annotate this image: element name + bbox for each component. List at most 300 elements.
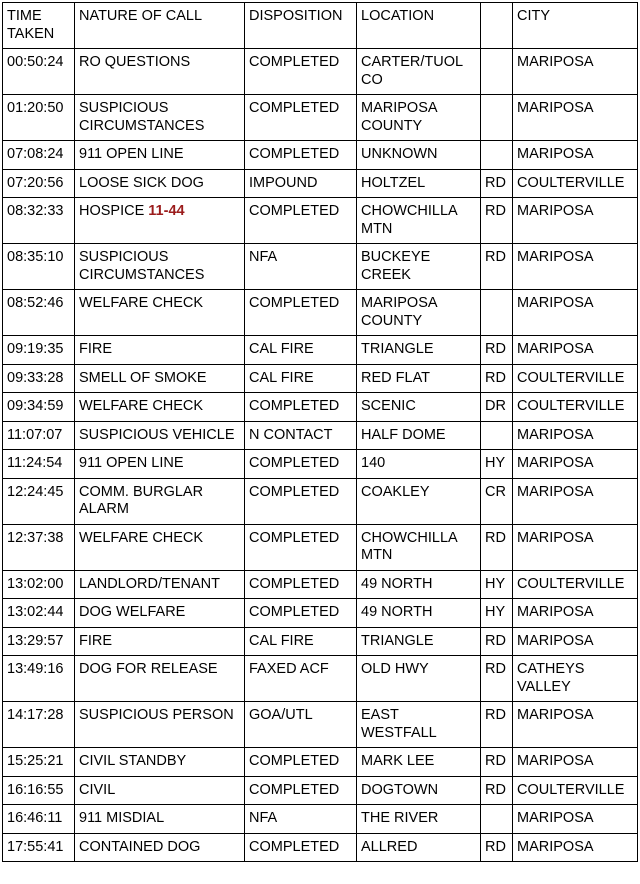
cell-location <box>357 141 481 170</box>
cell-disposition-text: COMPLETED <box>249 604 340 620</box>
cell-time <box>3 244 75 290</box>
table-row <box>3 95 638 141</box>
cell-suffix-text: RD <box>485 174 506 191</box>
radio-code: 11-44 <box>148 203 185 219</box>
cell-location-text: CHOWCHILLA MTN <box>361 529 457 563</box>
cell-nature <box>75 169 245 198</box>
cell-suffix <box>481 393 513 422</box>
cell-city-text: MARIPOSA <box>517 455 594 471</box>
cell-suffix <box>481 599 513 628</box>
cell-nature <box>75 627 245 656</box>
cell-time <box>3 524 75 570</box>
cell-suffix <box>481 570 513 599</box>
header-disposition: DISPOSITION <box>245 3 357 49</box>
cell-location-text: TRIANGLE <box>361 632 434 649</box>
cell-nature-text: HOSPICE <box>79 203 145 219</box>
cell-nature <box>75 524 245 570</box>
cell-city-text: COULTERVILLE <box>517 369 625 386</box>
table-row <box>3 833 638 862</box>
cell-nature-text: DOG FOR RELEASE <box>79 661 218 677</box>
cell-location <box>357 198 481 244</box>
cell-suffix <box>481 364 513 393</box>
cell-location-text: COAKLEY <box>361 483 430 500</box>
cell-time-text: 01:20:50 <box>7 100 64 116</box>
cell-city <box>513 524 638 570</box>
cell-suffix <box>481 805 513 834</box>
cell-city-text: MARIPOSA <box>517 54 594 70</box>
cell-location <box>357 421 481 450</box>
cell-city <box>513 169 638 198</box>
cell-disposition <box>245 748 357 777</box>
cell-time <box>3 599 75 628</box>
cell-suffix-text: RD <box>485 529 506 546</box>
cell-city <box>513 141 638 170</box>
cell-city-text: COULTERVILLE <box>517 781 625 798</box>
cell-nature <box>75 290 245 336</box>
cell-time-text: 12:37:38 <box>7 529 64 546</box>
table-row <box>3 244 638 290</box>
cell-disposition-text: NFA <box>249 249 278 265</box>
cell-nature-text: WELFARE CHECK <box>79 529 204 546</box>
cell-suffix-text: HY <box>485 575 506 592</box>
cell-location-text: MARIPOSA COUNTY <box>361 100 437 134</box>
cell-location-text: OLD HWY <box>361 661 429 677</box>
cell-time <box>3 393 75 422</box>
cell-disposition <box>245 198 357 244</box>
cell-location <box>357 393 481 422</box>
cell-location-text: HOLTZEL <box>361 174 426 191</box>
cell-location-text: TRIANGLE <box>361 341 434 357</box>
cell-disposition <box>245 570 357 599</box>
cell-time <box>3 805 75 834</box>
cell-time <box>3 336 75 365</box>
cell-disposition-text: COMPLETED <box>249 203 340 219</box>
cell-disposition <box>245 244 357 290</box>
header-time: TIME TAKEN <box>3 3 75 49</box>
cell-city-text: COULTERVILLE <box>517 398 625 414</box>
cell-suffix-text: HY <box>485 604 506 620</box>
cell-suffix-text: DR <box>485 398 506 414</box>
cell-city <box>513 450 638 479</box>
table-row <box>3 656 638 702</box>
table-row <box>3 198 638 244</box>
cell-nature <box>75 141 245 170</box>
cell-nature <box>75 244 245 290</box>
header-city: CITY <box>513 3 638 49</box>
cell-location <box>357 776 481 805</box>
table-row <box>3 141 638 170</box>
cell-nature-text: CIVIL <box>79 781 116 798</box>
cell-disposition <box>245 95 357 141</box>
cell-time-text: 13:02:44 <box>7 604 64 620</box>
cell-disposition-text: CAL FIRE <box>249 341 314 357</box>
cell-nature <box>75 336 245 365</box>
cell-location <box>357 599 481 628</box>
cell-nature <box>75 776 245 805</box>
cell-location-text: UNKNOWN <box>361 146 438 162</box>
cell-time-text: 13:02:00 <box>7 575 64 592</box>
cell-location <box>357 95 481 141</box>
cell-suffix-text: RD <box>485 661 506 677</box>
cell-time <box>3 656 75 702</box>
table-row <box>3 748 638 777</box>
cell-location <box>357 524 481 570</box>
cell-city-text: MARIPOSA <box>517 529 594 546</box>
cell-disposition-text: COMPLETED <box>249 781 340 798</box>
cell-nature <box>75 599 245 628</box>
cell-disposition-text: COMPLETED <box>249 753 340 769</box>
cell-disposition-text: CAL FIRE <box>249 369 314 386</box>
cell-location <box>357 478 481 524</box>
cell-city-text: MARIPOSA <box>517 100 594 116</box>
cell-disposition <box>245 49 357 95</box>
cell-disposition <box>245 169 357 198</box>
cell-city <box>513 478 638 524</box>
cell-location-text: SCENIC <box>361 398 416 414</box>
cell-city <box>513 599 638 628</box>
cell-disposition <box>245 336 357 365</box>
cell-suffix <box>481 421 513 450</box>
cell-city <box>513 244 638 290</box>
cell-disposition-text: COMPLETED <box>249 575 340 592</box>
cell-suffix-text: RD <box>485 632 506 649</box>
cell-nature-text: CONTAINED DOG <box>79 838 201 855</box>
cell-disposition <box>245 478 357 524</box>
cell-city <box>513 570 638 599</box>
header-nature: NATURE OF CALL <box>75 3 245 49</box>
cell-location <box>357 748 481 777</box>
cell-city-text: MARIPOSA <box>517 341 594 357</box>
cell-nature-text: 911 OPEN LINE <box>79 146 184 162</box>
cell-time <box>3 833 75 862</box>
cell-disposition <box>245 393 357 422</box>
cell-nature-text: WELFARE CHECK <box>79 398 204 414</box>
cell-location-text: RED FLAT <box>361 369 431 386</box>
cell-nature-text: 911 OPEN LINE <box>79 455 184 471</box>
cell-disposition-text: CAL FIRE <box>249 632 314 649</box>
cell-city <box>513 627 638 656</box>
cell-disposition-text: COMPLETED <box>249 295 340 311</box>
cell-location-text: 49 NORTH <box>361 604 433 620</box>
cell-location-text: DOGTOWN <box>361 781 439 798</box>
cell-city-text: MARIPOSA <box>517 632 594 649</box>
cell-location <box>357 364 481 393</box>
header-row <box>3 3 638 49</box>
cell-time-text: 07:08:24 <box>7 146 64 162</box>
table-row <box>3 169 638 198</box>
cell-nature-text: 911 MISDIAL <box>79 810 165 826</box>
cell-location <box>357 570 481 599</box>
cell-nature <box>75 805 245 834</box>
cell-time-text: 09:34:59 <box>7 398 64 414</box>
cell-city-text: MARIPOSA <box>517 203 594 219</box>
cell-time <box>3 364 75 393</box>
cell-disposition <box>245 290 357 336</box>
cell-city <box>513 49 638 95</box>
table-row <box>3 570 638 599</box>
cell-city <box>513 805 638 834</box>
cell-suffix <box>481 336 513 365</box>
cell-disposition <box>245 776 357 805</box>
table-row <box>3 599 638 628</box>
cell-disposition <box>245 364 357 393</box>
cell-location <box>357 336 481 365</box>
cell-city <box>513 656 638 702</box>
cell-disposition <box>245 450 357 479</box>
cell-disposition-text: COMPLETED <box>249 838 340 855</box>
table-row <box>3 627 638 656</box>
cell-nature <box>75 364 245 393</box>
cell-time-text: 09:33:28 <box>7 369 64 386</box>
cell-suffix-text: RD <box>485 203 506 219</box>
cell-city <box>513 393 638 422</box>
cell-city <box>513 364 638 393</box>
cell-nature-text: RO QUESTIONS <box>79 54 191 70</box>
cell-disposition-text: COMPLETED <box>249 483 340 500</box>
cell-nature <box>75 95 245 141</box>
cell-location <box>357 169 481 198</box>
cell-city <box>513 421 638 450</box>
cell-disposition-text: COMPLETED <box>249 529 340 546</box>
cell-disposition <box>245 833 357 862</box>
cell-city-text: MARIPOSA <box>517 146 594 162</box>
cell-location <box>357 627 481 656</box>
cell-time-text: 14:17:28 <box>7 707 64 723</box>
cell-suffix <box>481 833 513 862</box>
cell-nature-text: SUSPICIOUS PERSON <box>79 707 234 723</box>
cell-nature-text: FIRE <box>79 632 113 649</box>
cell-location-text: HALF DOME <box>361 426 446 443</box>
cell-disposition-text: N CONTACT <box>249 426 333 443</box>
cell-time <box>3 169 75 198</box>
table-row <box>3 421 638 450</box>
table-row <box>3 702 638 748</box>
cell-time <box>3 776 75 805</box>
cell-nature <box>75 450 245 479</box>
cell-city-text: MARIPOSA <box>517 838 594 855</box>
cell-nature-text: SUSPICIOUS CIRCUMSTANCES <box>79 100 205 134</box>
cell-disposition <box>245 702 357 748</box>
cell-location <box>357 49 481 95</box>
cell-city-text: MARIPOSA <box>517 707 594 723</box>
cell-nature-text: SUSPICIOUS VEHICLE <box>79 426 235 443</box>
cell-nature-text: CIVIL STANDBY <box>79 753 187 769</box>
cell-time-text: 08:35:10 <box>7 249 64 265</box>
cell-time <box>3 627 75 656</box>
cell-city-text: MARIPOSA <box>517 604 594 620</box>
cell-location <box>357 450 481 479</box>
cell-disposition-text: COMPLETED <box>249 146 340 162</box>
table-row <box>3 450 638 479</box>
cell-time-text: 00:50:24 <box>7 54 64 70</box>
cell-nature <box>75 570 245 599</box>
cell-suffix-text: RD <box>485 341 506 357</box>
cell-disposition-text: COMPLETED <box>249 54 340 70</box>
cell-location <box>357 833 481 862</box>
cell-city <box>513 776 638 805</box>
cell-city <box>513 702 638 748</box>
cell-disposition <box>245 141 357 170</box>
cell-city-text: MARIPOSA <box>517 753 594 769</box>
header-location: LOCATION <box>357 3 481 49</box>
cell-city <box>513 336 638 365</box>
cell-time <box>3 702 75 748</box>
cell-disposition-text: GOA/UTL <box>249 707 313 723</box>
cell-nature-text: SMELL OF SMOKE <box>79 369 207 386</box>
cell-nature-text: FIRE <box>79 341 113 357</box>
cell-location-text: CHOWCHILLA MTN <box>361 203 457 237</box>
cell-location <box>357 656 481 702</box>
cell-suffix <box>481 169 513 198</box>
table-row <box>3 776 638 805</box>
cell-suffix <box>481 748 513 777</box>
cell-nature-text: DOG WELFARE <box>79 604 186 620</box>
cell-time <box>3 421 75 450</box>
cell-nature <box>75 748 245 777</box>
cell-location-text: MARIPOSA COUNTY <box>361 295 437 329</box>
cell-suffix-text: HY <box>485 455 506 471</box>
cell-time-text: 13:49:16 <box>7 661 64 677</box>
cell-location <box>357 702 481 748</box>
cell-suffix-text: RD <box>485 781 506 798</box>
cell-suffix-text: RD <box>485 369 506 386</box>
cell-disposition <box>245 421 357 450</box>
call-log-body <box>3 49 638 862</box>
cell-disposition-text: IMPOUND <box>249 174 318 191</box>
cell-suffix <box>481 49 513 95</box>
cell-time <box>3 141 75 170</box>
cell-location <box>357 805 481 834</box>
cell-location <box>357 244 481 290</box>
cell-suffix <box>481 450 513 479</box>
cell-city <box>513 290 638 336</box>
cell-time-text: 11:07:07 <box>7 426 63 443</box>
cell-location-text: ALLRED <box>361 838 418 855</box>
table-row <box>3 336 638 365</box>
cell-time-text: 16:16:55 <box>7 781 64 798</box>
cell-time-text: 08:52:46 <box>7 295 64 311</box>
header-suffix <box>481 3 513 49</box>
cell-disposition <box>245 627 357 656</box>
cell-time <box>3 450 75 479</box>
cell-time-text: 15:25:21 <box>7 753 64 769</box>
cell-nature-text: COMM. BURGLAR ALARM <box>79 483 204 517</box>
cell-time <box>3 49 75 95</box>
cell-nature <box>75 198 245 244</box>
cell-location-text: 49 NORTH <box>361 575 433 592</box>
cell-nature <box>75 49 245 95</box>
table-row <box>3 49 638 95</box>
cell-suffix-text: RD <box>485 707 506 723</box>
cell-location-text: MARK LEE <box>361 753 435 769</box>
cell-suffix-text: RD <box>485 838 506 855</box>
cell-time-text: 13:29:57 <box>7 632 64 649</box>
cell-disposition-text: COMPLETED <box>249 398 340 414</box>
table-row <box>3 478 638 524</box>
cell-suffix <box>481 776 513 805</box>
cell-city-text: MARIPOSA <box>517 483 594 500</box>
cell-disposition-text: COMPLETED <box>249 455 340 471</box>
table-row <box>3 364 638 393</box>
cell-disposition <box>245 599 357 628</box>
cell-disposition <box>245 524 357 570</box>
cell-time <box>3 95 75 141</box>
cell-suffix-text: RD <box>485 249 506 265</box>
cell-time-text: 17:55:41 <box>7 838 64 855</box>
cell-time <box>3 570 75 599</box>
cell-city-text: MARIPOSA <box>517 810 594 826</box>
cell-city <box>513 833 638 862</box>
cell-nature-text: WELFARE CHECK <box>79 295 204 311</box>
cell-nature <box>75 656 245 702</box>
cell-suffix <box>481 656 513 702</box>
cell-location-text: THE RIVER <box>361 810 439 826</box>
table-row <box>3 290 638 336</box>
cell-nature-text: LANDLORD/TENANT <box>79 575 220 592</box>
table-row <box>3 805 638 834</box>
cell-time <box>3 198 75 244</box>
cell-city-text: MARIPOSA <box>517 426 594 443</box>
cell-suffix <box>481 95 513 141</box>
cell-disposition-text: NFA <box>249 810 278 826</box>
cell-city <box>513 748 638 777</box>
cell-suffix <box>481 290 513 336</box>
cell-time-text: 08:32:33 <box>7 203 64 219</box>
cell-suffix <box>481 244 513 290</box>
cell-disposition <box>245 656 357 702</box>
cell-time <box>3 748 75 777</box>
cell-time <box>3 478 75 524</box>
cell-city <box>513 95 638 141</box>
cell-disposition-text: FAXED ACF <box>249 661 329 677</box>
cell-suffix <box>481 198 513 244</box>
cell-location-text: CARTER/TUOL CO <box>361 54 463 88</box>
cell-nature <box>75 478 245 524</box>
cell-location-text: BUCKEYE CREEK <box>361 249 431 283</box>
cell-suffix-text: CR <box>485 483 506 500</box>
cell-suffix <box>481 524 513 570</box>
cell-city-text: COULTERVILLE <box>517 575 625 592</box>
cell-suffix-text: RD <box>485 753 506 769</box>
cell-time-text: 16:46:11 <box>7 810 63 826</box>
cell-suffix <box>481 627 513 656</box>
cell-disposition-text: COMPLETED <box>249 100 340 116</box>
table-row <box>3 393 638 422</box>
cell-time-text: 12:24:45 <box>7 483 64 500</box>
cell-nature-text: SUSPICIOUS CIRCUMSTANCES <box>79 249 205 283</box>
cell-time-text: 09:19:35 <box>7 341 64 357</box>
cell-city-text: CATHEYS VALLEY <box>517 661 585 695</box>
cell-city-text: MARIPOSA <box>517 295 594 311</box>
cell-city-text: COULTERVILLE <box>517 174 625 191</box>
cell-location-text: EAST WESTFALL <box>361 707 437 741</box>
table-row <box>3 524 638 570</box>
cell-nature <box>75 393 245 422</box>
cell-time <box>3 290 75 336</box>
cell-suffix <box>481 702 513 748</box>
cell-location <box>357 290 481 336</box>
cell-nature-text: LOOSE SICK DOG <box>79 174 204 191</box>
cell-disposition <box>245 805 357 834</box>
cell-nature <box>75 833 245 862</box>
cell-city <box>513 198 638 244</box>
cell-city-text: MARIPOSA <box>517 249 594 265</box>
cell-time-text: 07:20:56 <box>7 174 64 191</box>
cell-location-text: 140 <box>361 455 386 471</box>
cell-nature <box>75 421 245 450</box>
call-log-table <box>2 2 638 862</box>
cell-suffix <box>481 478 513 524</box>
